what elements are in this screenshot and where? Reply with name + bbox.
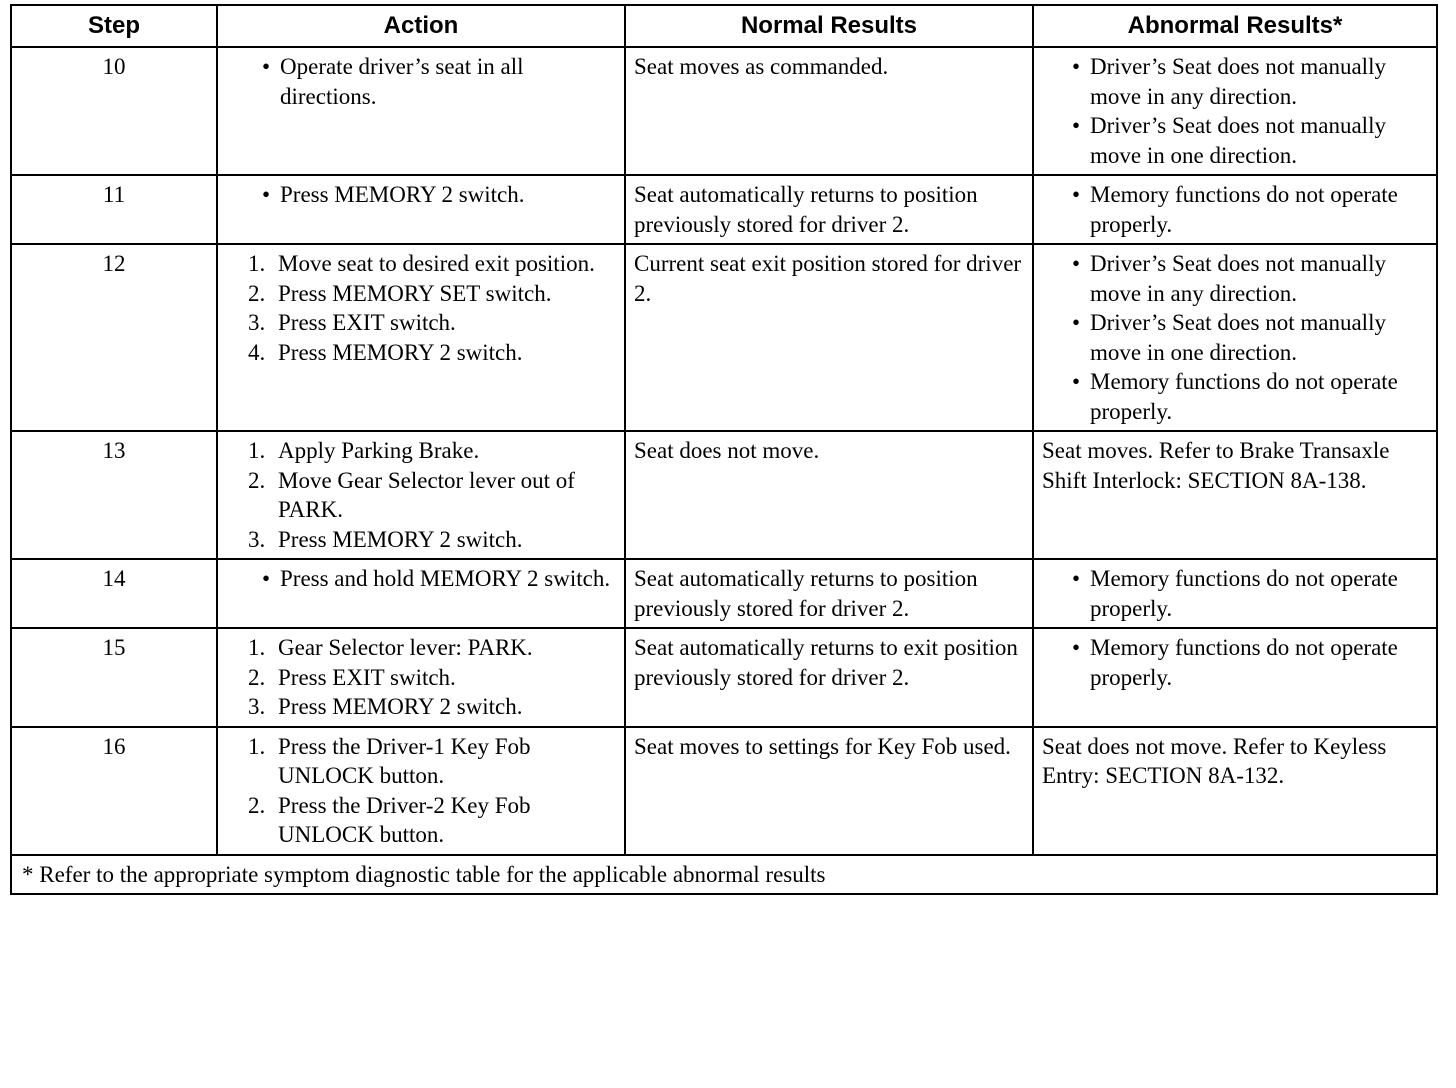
bullet-list: [218, 52, 616, 111]
action-cell: [217, 175, 625, 244]
cell-text: Seat does not move. Refer to Keyless Entry: SECTION 8A-132.: [1042, 733, 1387, 788]
list-text: Press MEMORY 2 switch.: [278, 526, 523, 552]
abnormal-results-cell: [1033, 628, 1437, 727]
list-number: 1.: [248, 438, 266, 463]
bullet-list: [218, 180, 616, 210]
list-text: Move seat to desired exit position.: [278, 251, 595, 276]
step-cell: 16: [11, 727, 217, 855]
normal-results-cell: Seat moves to settings for Key Fob used.: [625, 727, 1033, 855]
header-row: [11, 5, 1437, 47]
list-item: • Press MEMORY 2 switch.: [256, 180, 616, 210]
action-cell: [217, 244, 625, 431]
list-text: Press MEMORY 2 switch.: [278, 694, 523, 719]
list-item: [248, 308, 616, 338]
normal-results-cell: Seat automatically returns to position previously stored for driver 2.: [625, 175, 1033, 244]
numbered-list: [218, 732, 616, 850]
list-text: Move Gear Selector lever out of PARK.: [278, 467, 575, 522]
list-text: Press MEMORY SET switch.: [278, 280, 552, 306]
bullet-list: [1034, 249, 1428, 426]
list-number: 2.: [248, 792, 266, 818]
list-number: 4.: [248, 339, 266, 365]
normal-results-cell: Seat moves as commanded.: [625, 47, 1033, 175]
list-text: Press EXIT switch.: [278, 664, 456, 690]
table-row: [11, 431, 1437, 559]
numbered-list: [218, 249, 616, 367]
list-item: [248, 338, 616, 368]
list-item: • Memory functions do not operate properly.: [1066, 367, 1428, 426]
list-text: Press EXIT switch.: [278, 310, 456, 335]
step-cell: 14: [11, 559, 217, 628]
list-item: [248, 791, 616, 850]
list-item: [248, 663, 616, 693]
list-number: 1.: [248, 251, 266, 276]
list-item: [248, 692, 616, 722]
table-row: [11, 559, 1437, 628]
action-cell: [217, 727, 625, 855]
abnormal-results-cell: [1033, 175, 1437, 244]
list-text: Press MEMORY 2 switch.: [278, 339, 523, 365]
abnormal-results-cell: [1033, 244, 1437, 431]
list-item: • Driver’s Seat does not manually move in any direction.: [1066, 52, 1428, 111]
list-item: [248, 466, 616, 525]
list-number: 2.: [248, 467, 266, 493]
bullet-list: [1034, 633, 1428, 692]
list-item: [248, 279, 616, 309]
table-row: [11, 244, 1437, 431]
action-cell: [217, 559, 625, 628]
list-item: • Memory functions do not operate properly.: [1066, 180, 1428, 239]
normal-results-cell: Seat automatically returns to position previously stored for driver 2.: [625, 559, 1033, 628]
bullet-list: [1034, 564, 1428, 623]
list-number: 2.: [248, 664, 266, 690]
table-body: [11, 47, 1437, 855]
step-cell: 11: [11, 175, 217, 244]
list-item: [248, 436, 616, 466]
action-cell: [217, 628, 625, 727]
table-row: [11, 628, 1437, 727]
abnormal-results-cell: [1033, 727, 1437, 855]
header-step: Step: [11, 5, 217, 47]
footnote-row: [11, 855, 1437, 895]
list-number: 1.: [248, 635, 266, 660]
list-item: [248, 525, 616, 555]
list-item: [248, 633, 616, 663]
table-row: [11, 175, 1437, 244]
list-text: Apply Parking Brake.: [278, 438, 480, 463]
list-text: Press the Driver-2 Key Fob UNLOCK button.: [278, 792, 531, 847]
header-abnormal-results: Abnormal Results*: [1033, 5, 1437, 47]
list-item: [248, 249, 616, 279]
list-number: 3.: [248, 526, 266, 552]
list-item: • Driver’s Seat does not manually move in any direction.: [1066, 249, 1428, 308]
numbered-list: [218, 633, 616, 722]
step-cell: 13: [11, 431, 217, 559]
footnote: * Refer to the appropriate symptom diagnostic table for the applicable abnormal results: [11, 855, 1437, 895]
bullet-list: [1034, 180, 1428, 239]
list-item: • Press and hold MEMORY 2 switch.: [256, 564, 616, 594]
numbered-list: [218, 436, 616, 554]
step-cell: 12: [11, 244, 217, 431]
list-item: • Driver’s Seat does not manually move in one direction.: [1066, 308, 1428, 367]
abnormal-results-cell: [1033, 47, 1437, 175]
table-row: [11, 47, 1437, 175]
step-cell: 15: [11, 628, 217, 727]
abnormal-results-cell: [1033, 431, 1437, 559]
header-normal-results: Normal Results: [625, 5, 1033, 47]
normal-results-cell: Current seat exit position stored for driver 2.: [625, 244, 1033, 431]
list-item: • Memory functions do not operate properly.: [1066, 564, 1428, 623]
list-number: 3.: [248, 310, 266, 335]
list-number: 3.: [248, 694, 266, 719]
list-item: • Memory functions do not operate properly.: [1066, 633, 1428, 692]
action-cell: [217, 431, 625, 559]
bullet-list: [1034, 52, 1428, 170]
table-row: [11, 727, 1437, 855]
step-cell: 10: [11, 47, 217, 175]
normal-results-cell: Seat automatically returns to exit position previously stored for driver 2.: [625, 628, 1033, 727]
list-item: [248, 732, 616, 791]
list-number: 2.: [248, 280, 266, 306]
list-item: • Operate driver’s seat in all directions.: [256, 52, 616, 111]
list-text: Press the Driver-1 Key Fob UNLOCK button.: [278, 733, 531, 788]
bullet-list: [218, 564, 616, 594]
cell-text: Seat moves. Refer to Brake Transaxle Shift Interlock: SECTION 8A-138.: [1042, 438, 1390, 493]
diagnostic-table-page: [10, 4, 1436, 895]
abnormal-results-cell: [1033, 559, 1437, 628]
header-action: Action: [217, 5, 625, 47]
normal-results-cell: Seat does not move.: [625, 431, 1033, 559]
list-item: • Driver’s Seat does not manually move in one direction.: [1066, 111, 1428, 170]
list-number: 1.: [248, 733, 266, 759]
diagnostic-table: [10, 4, 1438, 895]
list-text: Gear Selector lever: PARK.: [278, 635, 533, 660]
action-cell: [217, 47, 625, 175]
